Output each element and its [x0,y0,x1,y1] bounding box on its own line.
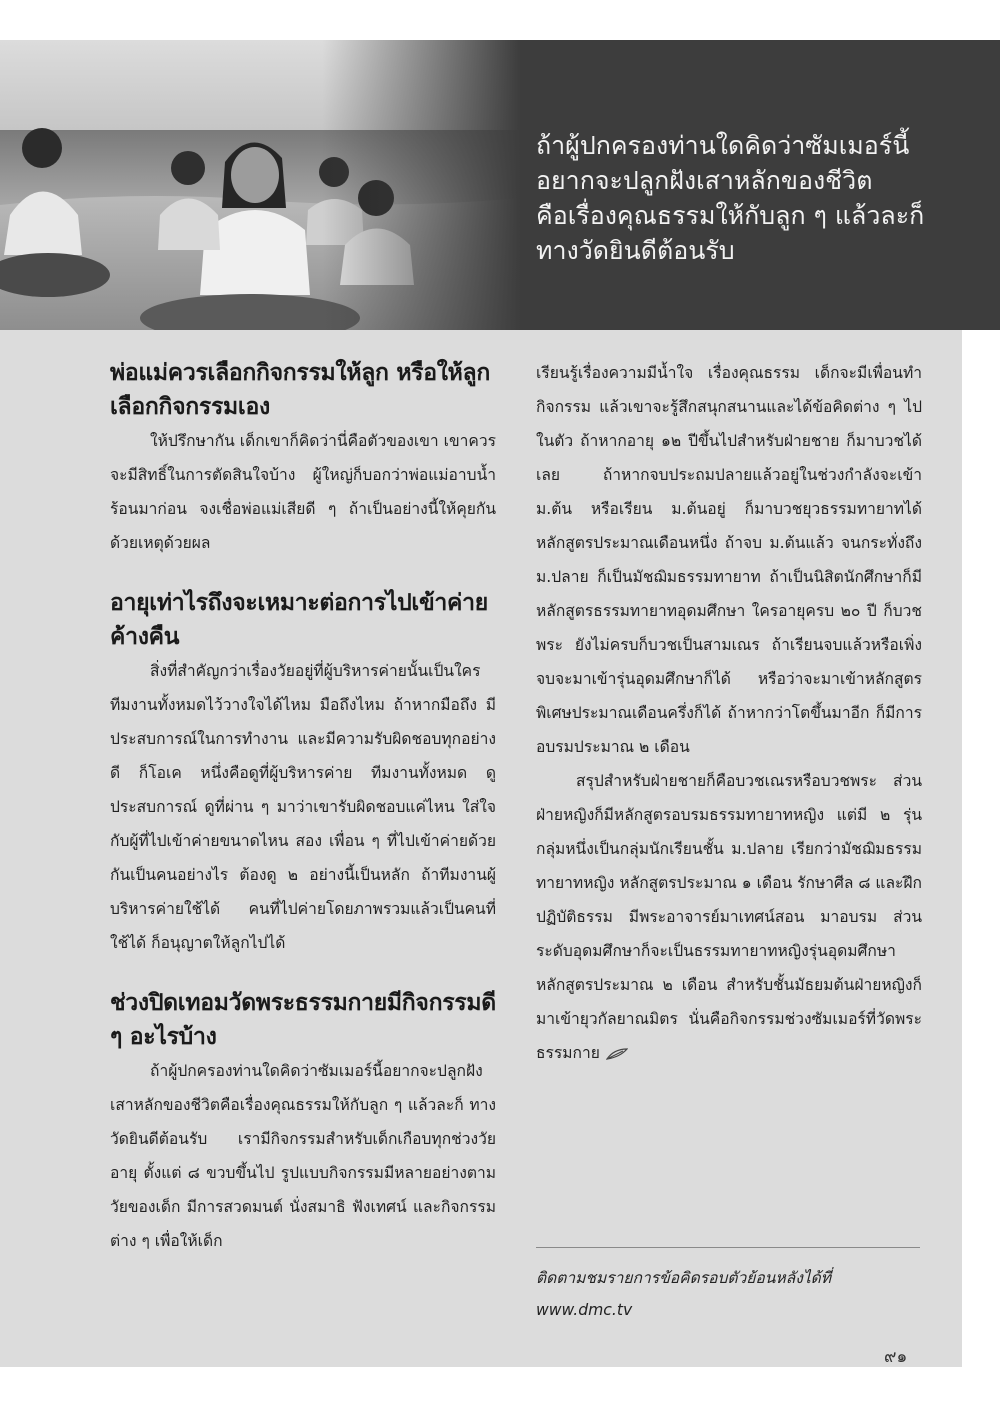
summary-text: สรุปสำหรับฝ่ายชายก็คือบวชเณรหรือบวชพระ ส่วนฝ่ายหญิงก็มีหลักสูตรอบรมธรรมทายาทหญิง แต่มี ๒ รุ่น กลุ่มหนึ่งเป็นกลุ่มนักเรียนชั้น ม.ปลาย เรียกว่ามัชฌิมธรรมทายาทหญิง หลักสูตรประมาณ ๑ เดือน รักษาศีล ๘ และฝึกปฏิบัติธรรม มีพระอาจารย์มาเทศน์สอน มาอบรม ส่วนระดับอุดมศึกษาก็จะเป็นธรรมทายาทหญิงรุ่นอุดมศึกษา หลักสูตรประมาณ ๒ เดือน สำหรับชั้นมัธยมต้นฝ่ายหญิงก็มาเข้ายุวกัลยาณมิตร นั่นคือกิจกรรมช่วงซัมเมอร์ที่วัดพระธรรมกาย [536,772,922,1062]
footnote [536,1262,936,1326]
footnote-divider [536,1247,920,1248]
footnote-text: ติดตามชมรายการข้อคิดรอบตัวย้อนหลังได้ที่ [536,1269,832,1287]
quote-line: อยากจะปลูกฝังเสาหลักของชีวิต [536,166,873,195]
right-column [536,356,922,1070]
quote-line: ถ้าผู้ปกครองท่านใดคิดว่าซัมเมอร์นี้ [536,131,910,160]
quote-line: คือเรื่องคุณธรรมให้กับลูก ๆ แล้วละก็ [536,201,925,230]
section-body-continued: เรียนรู้เรื่องความมีน้ำใจ เรื่องคุณธรรม เด็กจะมีเพื่อนทำกิจกรรม แล้วเขาจะรู้สึกสนุกสนานและได้ข้อคิดต่าง ๆ ไปในตัว ถ้าหากอายุ ๑๒ ปีขึ้นไปสำหรับฝ่ายชาย ก็มาบวชได้เลย ถ้าหากจบประถมปลายแล้วอยู่ในช่วงกำลังจะเข้า ม.ต้น หรือเรียน ม.ต้นอยู่ ก็มาบวชยุวธรรมทายาทได้ หลักสูตรประมาณเดือนหนึ่ง ถ้าจบ ม.ต้นแล้ว จนกระทั่งถึง ม.ปลาย ก็เป็นมัชฌิมธรรมทายาท ถ้าเป็นนิสิตนักศึกษาก็มีหลักสูตรธรรมทายาทอุดมศึกษา ใครอายุครบ ๒๐ ปี ก็บวชพระ ยังไม่ครบก็บวชเป็นสามเณร ถ้าเรียนจบแล้วหรือเพิ่งจบจะมาเข้ารุ่นอุดมศึกษาก็ได้ หรือว่าจะมาเข้าหลักสูตรพิเศษประมาณเดือนครึ่งก็ได้ ถ้าหากว่าโตขึ้นมาอีก ก็มีการอบรมประมาณ ๒ เดือน [536,364,922,756]
section-choose-activity [110,356,496,560]
section-body: ถ้าผู้ปกครองท่านใดคิดว่าซัมเมอร์นี้อยากจะปลูกฝังเสาหลักของชีวิตคือเรื่องคุณธรรมให้กับลูก ๆ แล้วละก็ ทางวัดยินดีต้อนรับ เรามีกิจกรรมสำหรับเด็กเกือบทุกช่วงวัยอายุ ตั้งแต่ ๘ ขวบขึ้นไป รูปแบบกิจกรรมมีหลายอย่างตามวัยของเด็ก มีการสวดมนต์ นั่งสมาธิ ฟังเทศน์ และกิจกรรมต่าง ๆ เพื่อให้เด็ก [110,1062,496,1250]
section-body: สิ่งที่สำคัญกว่าเรื่องวัยอยู่ที่ผู้บริหารค่ายนั้นเป็นใคร ทีมงานทั้งหมดไว้วางใจได้ไหม มือถึงไหม ถ้าหากมือถึง มีประสบการณ์ในการทำงาน และมีความรับผิดชอบทุกอย่างดี ก็โอเค หนึ่งคือดูที่ผู้บริหารค่าย ทีมงานทั้งหมด ดูประสบการณ์ ดูที่ผ่าน ๆ มาว่าเขารับผิดชอบแค่ไหน ใส่ใจกับผู้ที่ไปเข้าค่ายขนาดไหน สอง เพื่อน ๆ ที่ไปเข้าค่ายด้วยกันเป็นคนอย่างไร ต้องดู ๒ อย่างนี้เป็นหลัก ถ้าทีมงานผู้บริหารค่ายใช้ได้ คนที่ไปค่ายโดยภาพรวมแล้วเป็นคนที่ใช้ได้ ก็อนุญาตให้ลูกไปได้ [110,662,496,952]
section-camp-age [110,586,496,960]
section-heading: พ่อแม่ควรเลือกกิจกรรมให้ลูก หรือให้ลูกเลือกกิจกรรมเอง [110,360,490,420]
footnote-url: www.dmc.tv [536,1301,633,1319]
page-number: ๙๑ [884,1347,908,1367]
section-heading: อายุเท่าไรถึงจะเหมาะต่อการไปเข้าค่ายค้างคืน [110,590,488,650]
section-heading: ช่วงปิดเทอมวัดพระธรรมกายมีกิจกรรมดี ๆ อะไรบ้าง [110,990,496,1050]
section-body: ให้ปรึกษากัน เด็กเขาก็คิดว่านี่คือตัวของเขา เขาควรจะมีสิทธิ์ในการตัดสินใจบ้าง ผู้ใหญ่ก็บอกว่าพ่อแม่อาบน้ำร้อนมาก่อน จงเชื่อพ่อแม่เสียดี ๆ ถ้าเป็นอย่างนี้ให้คุยกันด้วยเหตุด้วยผล [110,432,496,552]
header-banner [0,40,1000,330]
section-summer-activities [110,986,496,1258]
leaf-end-mark-icon [606,1048,628,1060]
quote-line: ทางวัดยินดีต้อนรับ [536,236,735,265]
left-column [110,356,496,1258]
banner-quote [536,128,976,268]
meditating-children-photo [0,40,520,330]
summary-paragraph [536,764,922,1070]
